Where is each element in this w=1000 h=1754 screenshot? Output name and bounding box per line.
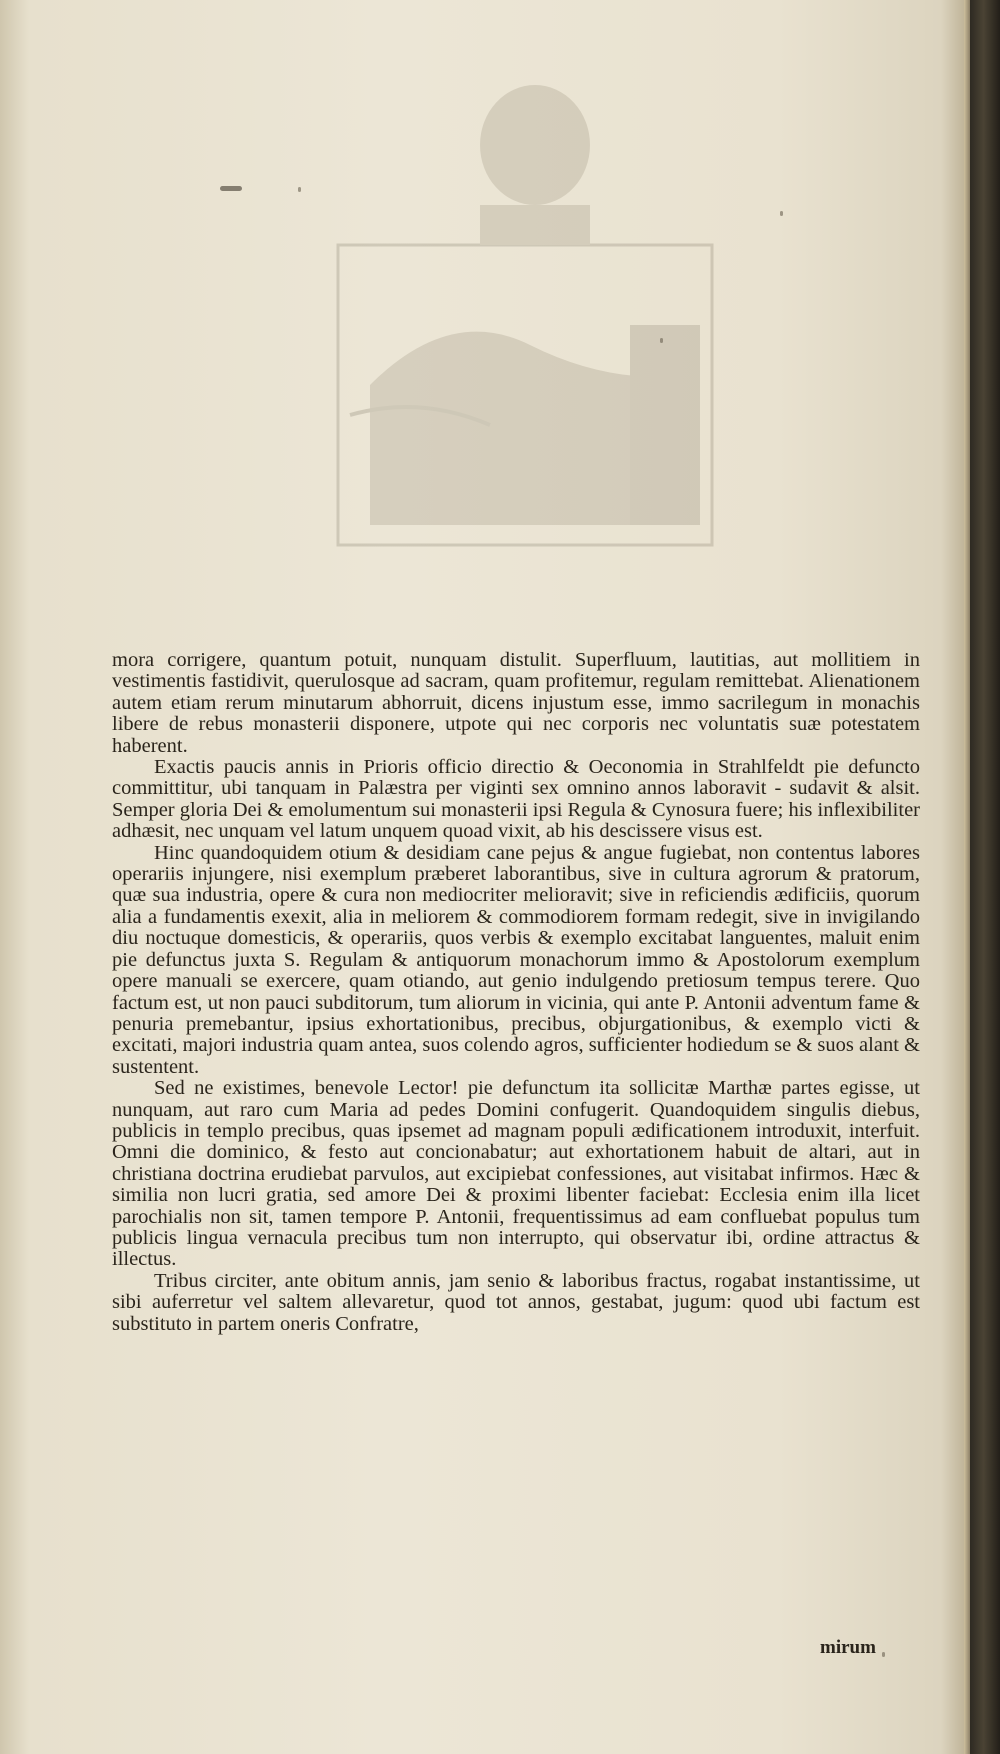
paper-speck — [660, 338, 663, 343]
paragraph-5: Tribus circiter, ante obitum annis, jam senio & laboribus fractus, rogabat instantissime, ut sibi auferretur vel saltem allevaretur, quod tot annos, gestabat, jugum: quod ubi factum est substituto in partem oneris Confratre, — [112, 1269, 920, 1335]
paragraph-4: Sed ne existimes, benevole Lector! pie defunctum ita sollicitæ Marthæ partes egisse, ut nunquam, aut raro cum Maria ad pedes Domini confugerit. Quandoquidem singulis diebus, publicis in templo precibus, quas ipsemet ad magnam populi ædificationem introduxit, interfuit. Omni die dominico, & festo aut concionabatur; aut exhortationem habuit de altari, aut in christiana doctrina erudiebat parvulos, aut excipiebat confessiones, aut visitabat infirmos. Hæc & similia non lucri gratia, sed amore Dei & proximi libenter faciebat: Ecclesia enim illa licet parochialis non sit, tamen tempore P. Antonii, frequentissimus ad eam confluebat populus tum publicis lingua vernacula precibus tum non interrupto, qui observatur ibi, ordine attractus & illectus. — [112, 1077, 920, 1271]
paper-speck — [780, 211, 783, 216]
bleed-through-engraving — [330, 85, 720, 555]
body-text — [112, 650, 920, 1335]
paragraph-2: Exactis paucis annis in Prioris officio directio & Oeconomia in Strahlfeldt pie defuncto committitur, ubi tanquam in Palæstra per viginti sex omnino annos laboravit - sudavit & alsit. Semper gloria Dei & emolumentum sui monasterii ipsi Regula & Cynosura fuere; his inflexibiliter adhæsit, nec unquam vel latum unquem quoad vixit, ab his descissere visus est. — [112, 756, 920, 843]
catchword: mirum — [820, 1637, 876, 1658]
ink-mark — [220, 186, 242, 191]
paragraph-3: Hinc quandoquidem otium & desidiam cane pejus & angue fugiebat, non contentus labores operariis injungere, nisi exemplum præberet laborantibus, sive in cultura agrorum & pratorum, quæ sua industria, opere & cura non mediocriter melioravit; sive in reficiendis ædificiis, quorum alia a fundamentis exexit, alia in meliorem & commodiorem formam redegit, sive in invigilando diu noctuque domesticis, & operariis, quos verbis & exemplo excitabat languentes, maluit enim pie defunctus juxta S. Regulam & antiquorum monachorum immo & Apostolorum exemplum opere manuali se exercere, quam otiando, aut genio indulgendo pretiosum tempus terere. Quo factum est, ut non pauci subditorum, tum aliorum in vicinia, qui ante P. Antonii adventum fame & penuria premebantur, ipsius exhortationibus, precibus, objurgationibus, & exemplo victi & excitati, majori industria quam antea, suos colendo agros, sufficienter hodiedum se & suos alant & sustentent. — [112, 841, 920, 1078]
paper-speck — [298, 187, 301, 192]
book-spine — [970, 0, 1000, 1754]
paragraph-1: mora corrigere, quantum potuit, nunquam distulit. Superfluum, lautitias, aut mollitiem in vestimentis fastidivit, querulosque ad sacram, quam profitemur, regulam remittebat. Alienationem autem etiam rerum minutarum abhorruit, dicens injustum esse, immo sacrilegum in monachis libere de rebus monasterii disponere, utpote qui nec corporis nec voluntatis suæ potestatem haberent. — [112, 649, 920, 757]
paper-speck — [882, 1652, 885, 1657]
